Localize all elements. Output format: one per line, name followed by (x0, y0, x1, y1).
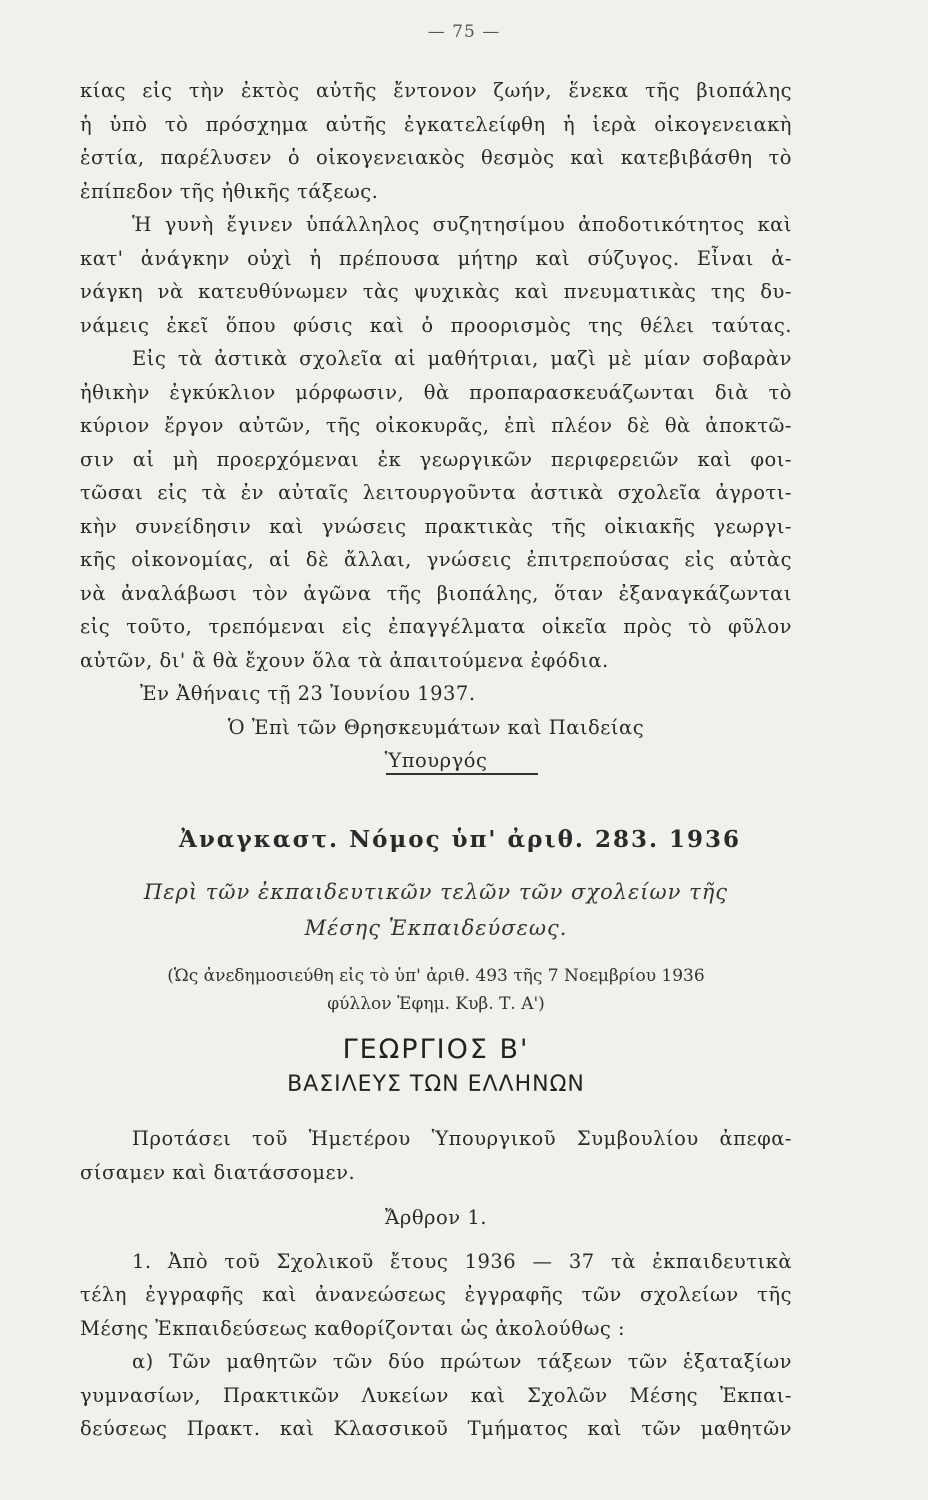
page-number: — 75 — (427, 22, 501, 42)
text-line: κύριον ἔργον αὐτῶν, τῆς οἰκοκυρᾶς, ἐπὶ πλέον δὲ θὰ ἀποκτῶ- (80, 414, 792, 437)
section-divider (386, 773, 538, 775)
body-text-top (80, 74, 792, 778)
text-line: κῆς οἰκονομίας, αἱ δὲ ἄλλαι, γνώσεις ἐπιτρεπούσας εἰς αὐτὰς (80, 548, 792, 571)
text-line: ἠθικὴν ἐγκύκλιον μόρφωσιν, θὰ προπαρασκευάζωνται διὰ τὸ (80, 380, 792, 404)
text-line: τῶσαι εἰς τὰ ἐν αὐταῖς λειτουργοῦντα ἀστικὰ σχολεῖα ἀγροτι- (80, 481, 792, 504)
article-heading: Ἄρθρον 1. (385, 1206, 487, 1229)
text-line: κίας εἰς τὴν ἐκτὸς αὐτῆς ἔντονον ζωήν, ἕνεκα τῆς βιοπάλης (80, 79, 792, 102)
signature-title: Ὁ Ἐπὶ τῶν Θρησκευμάτων καὶ Παιδείας (227, 715, 645, 739)
article-line: γυμνασίων, Πρακτικῶν Λυκείων καὶ Σχολῶν Μέσης Ἐκπαι- (80, 1383, 792, 1407)
text-line: νὰ ἀναλάβωσι τὸν ἀγῶνα τῆς βιοπάλης, ὅταν ἐξαναγκάζωνται (80, 581, 792, 605)
text-line: εἰς τοῦτο, τρεπόμεναι εἰς ἐπαγγέλματα οἰκεῖα πρὸς τὸ φῦλον (80, 615, 792, 638)
publication-note-line1: (Ὡς ἀνεδημοσιεύθη εἰς τὸ ὑπ' ἀριθ. 493 τῆς 7 Νοεμβρίου 1936 (167, 966, 705, 986)
king-name: ΓΕΩΡΓΙΟΣ Β' (342, 1034, 530, 1065)
date-line: Ἐν Ἀθήναις τῇ 23 Ἰουνίου 1937. (140, 682, 476, 705)
article-line: Μέσης Ἐκπαιδεύσεως καθορίζονται ὡς ἀκολούθως : (80, 1316, 626, 1340)
text-line: Εἰς τὰ ἀστικὰ σχολεῖα αἱ μαθήτριαι, μαζὶ μὲ μίαν σοβαρὰν (132, 347, 792, 370)
law-subject-line1: Περὶ τῶν ἐκπαιδευτικῶν τελῶν τῶν σχολείων τῆς (143, 880, 729, 904)
text-line: νάμεις ἐκεῖ ὅπου φύσις καὶ ὁ προορισμὸς της θέλει ταύτας. (80, 313, 792, 337)
signature-role: Ὑπουργός (384, 749, 488, 772)
text-line: κατ' ἀνάγκην οὐχὶ ἡ πρέπουσα μήτηρ καὶ σύζυγος. Εἶναι ἀ- (80, 246, 792, 270)
law-body (80, 1122, 792, 1446)
article-line: τέλη ἐγγραφῆς καὶ ἀνανεώσεως ἐγγραφῆς τῶν σχολείων τῆς (80, 1283, 792, 1306)
text-line: σιν αἱ μὴ προερχόμεναι ἐκ γεωργικῶν περιφερειῶν καὶ φοι- (80, 447, 792, 471)
king-title: ΒΑΣΙΛΕΥΣ ΤΩΝ ΕΛΛΗΝΩΝ (287, 1072, 585, 1097)
text-line: νάγκη νὰ κατευθύνωμεν τὰς ψυχικὰς καὶ πνευματικὰς της δυ- (80, 280, 792, 303)
law-subject-line2: Μέσης Ἐκπαιδεύσεως. (304, 916, 568, 940)
text-line: ἡ ὑπὸ τὸ πρόσχημα αὐτῆς ἐγκατελείφθη ἡ ἱερὰ οἰκογενειακὴ (80, 112, 792, 136)
article-line: 1. Ἀπὸ τοῦ Σχολικοῦ ἔτους 1936 — 37 τὰ ἐκπαιδευτικὰ (132, 1249, 792, 1273)
text-line: κὴν συνείδησιν καὶ γνώσεις πρακτικὰς τῆς οἰκιακῆς γεωργι- (80, 514, 792, 538)
publication-note-line2: φύλλον Ἐφημ. Κυβ. Τ. Α') (327, 994, 545, 1014)
law-title: Ἀναγκαστ. Νόμος ὑπ' ἀριθ. 283. 1936 (179, 826, 741, 853)
preamble-line: σίσαμεν καὶ διατάσσομεν. (80, 1160, 356, 1184)
text-line: Ἡ γυνὴ ἔγινεν ὑπάλληλος συζητησίμου ἀποδοτικότητος καὶ (132, 213, 792, 236)
text-line: αὐτῶν, δι' ἃ θὰ ἔχουν ὅλα τὰ ἀπαιτούμενα ἐφόδια. (80, 648, 609, 672)
preamble-line: Προτάσει τοῦ Ἡμετέρου Ὑπουργικοῦ Συμβουλίου ἀπεφα- (132, 1127, 792, 1150)
text-line: ἐπίπεδον τῆς ἠθικῆς τάξεως. (80, 179, 379, 203)
text-line: ἑστία, παρέλυσεν ὁ οἰκογενειακὸς θεσμὸς καὶ κατεβιβάσθη τὸ (80, 146, 792, 169)
article-line: α) Τῶν μαθητῶν τῶν δύο πρώτων τάξεων τῶν ἑξαταξίων (132, 1350, 792, 1373)
article-line: δεύσεως Πρακτ. καὶ Κλασσικοῦ Τμήματος καὶ τῶν μαθητῶν (80, 1417, 792, 1440)
